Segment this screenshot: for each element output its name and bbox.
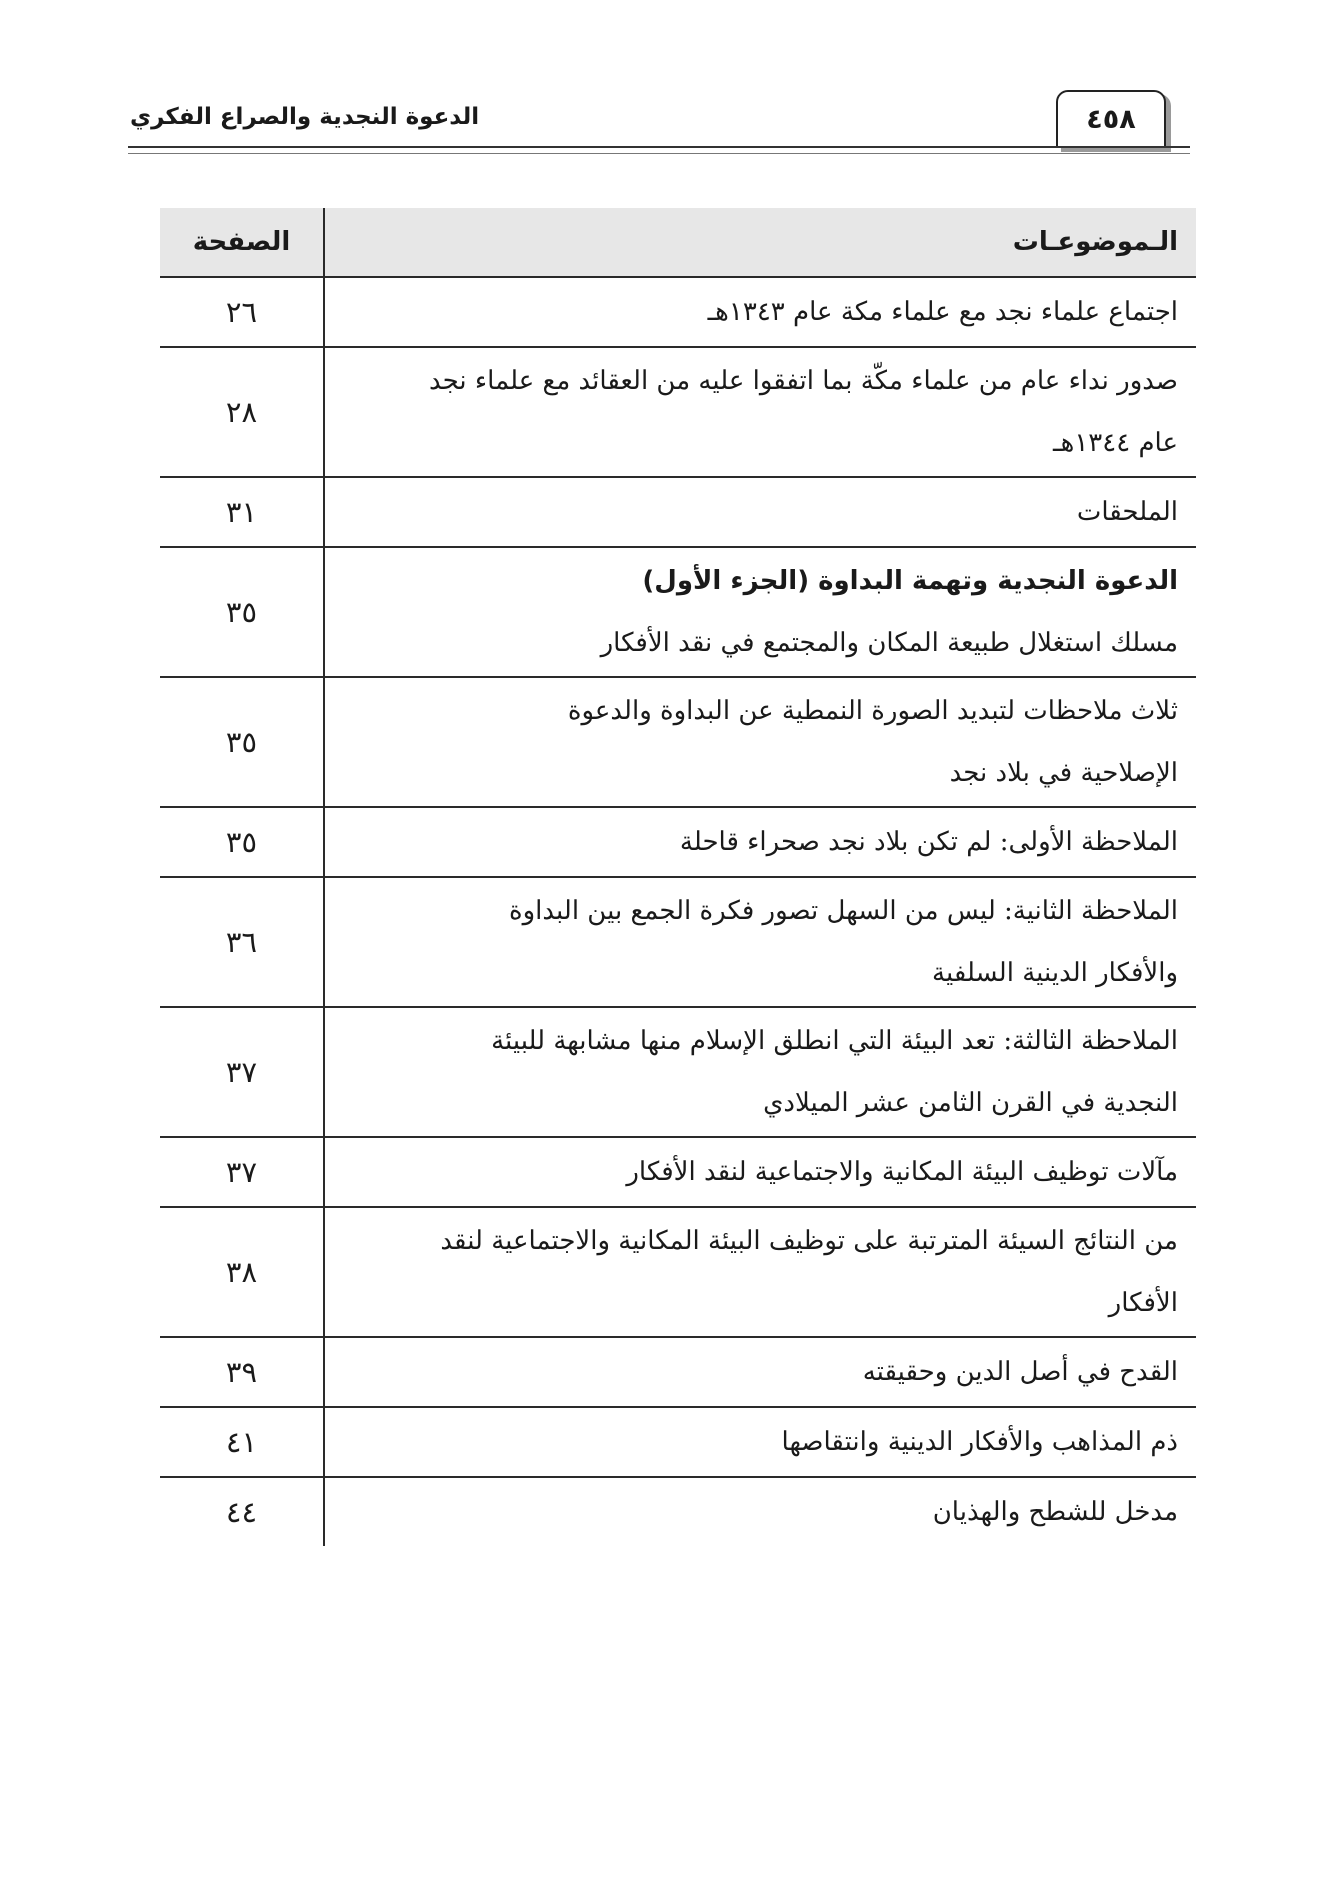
page-number: ٤٥٨ bbox=[1086, 103, 1136, 135]
topic-cell bbox=[325, 1008, 1196, 1136]
topic-line: الملاحظة الثالثة: تعد البيئة التي انطلق الإسلام منها مشابهة للبيئة bbox=[491, 1026, 1178, 1056]
table-row[interactable] bbox=[160, 278, 1196, 348]
topic-line: الدعوة النجدية وتهمة البداوة (الجزء الأول) bbox=[642, 566, 1178, 596]
topic-line: ذم المذاهب والأفكار الدينية وانتقاصها bbox=[781, 1427, 1178, 1457]
table-row[interactable] bbox=[160, 878, 1196, 1008]
contents-table bbox=[160, 208, 1196, 1546]
topic-line: والأفكار الدينية السلفية bbox=[932, 958, 1178, 988]
topic-line: الملاحظة الأولى: لم تكن بلاد نجد صحراء قاحلة bbox=[679, 827, 1178, 857]
table-row[interactable] bbox=[160, 1338, 1196, 1408]
topic-line: النجدية في القرن الثامن عشر الميلادي bbox=[763, 1088, 1178, 1118]
running-header-title: الدعوة النجدية والصراع الفكري bbox=[130, 104, 480, 130]
topic-line: من النتائج السيئة المترتبة على توظيف البيئة المكانية والاجتماعية لنقد bbox=[440, 1226, 1178, 1256]
table-row[interactable] bbox=[160, 478, 1196, 548]
topic-line: القدح في أصل الدين وحقيقته bbox=[862, 1357, 1178, 1387]
topic-cell bbox=[325, 678, 1196, 806]
topic-cell bbox=[325, 1478, 1196, 1546]
table-row[interactable] bbox=[160, 808, 1196, 878]
topic-cell bbox=[325, 808, 1196, 876]
page-cell: ٣٥ bbox=[160, 808, 325, 876]
topic-line: صدور نداء عام من علماء مكّة بما اتفقوا عليه من العقائد مع علماء نجد bbox=[429, 366, 1178, 396]
page-cell: ٣٧ bbox=[160, 1138, 325, 1206]
column-header-topics: الـموضوعـات bbox=[1012, 227, 1178, 257]
topic-cell bbox=[325, 1408, 1196, 1476]
topic-cell bbox=[325, 478, 1196, 546]
table-row[interactable] bbox=[160, 548, 1196, 678]
page-cell: ٣٨ bbox=[160, 1208, 325, 1336]
topic-line: الملحقات bbox=[1076, 497, 1178, 527]
table-row[interactable] bbox=[160, 1408, 1196, 1478]
topic-line: مدخل للشطح والهذيان bbox=[932, 1497, 1178, 1527]
topic-line: الملاحظة الثانية: ليس من السهل تصور فكرة الجمع بين البداوة bbox=[509, 896, 1178, 926]
topic-cell bbox=[325, 278, 1196, 346]
page-cell: ٣٩ bbox=[160, 1338, 325, 1406]
table-body bbox=[160, 278, 1196, 1546]
header-rule-thin bbox=[128, 153, 1190, 154]
table-row[interactable] bbox=[160, 678, 1196, 808]
topic-cell bbox=[325, 1338, 1196, 1406]
page-cell: ٣٥ bbox=[160, 678, 325, 806]
table-row[interactable] bbox=[160, 1138, 1196, 1208]
page-cell: ٣٧ bbox=[160, 1008, 325, 1136]
table-row[interactable] bbox=[160, 348, 1196, 478]
page-cell: ٣١ bbox=[160, 478, 325, 546]
page-cell: ٢٨ bbox=[160, 348, 325, 476]
topic-cell bbox=[325, 1138, 1196, 1206]
page-cell: ٣٥ bbox=[160, 548, 325, 676]
topic-line: ثلاث ملاحظات لتبديد الصورة النمطية عن البداوة والدعوة bbox=[567, 696, 1178, 726]
table-row[interactable] bbox=[160, 1478, 1196, 1546]
topic-line: الإصلاحية في بلاد نجد bbox=[949, 758, 1178, 788]
table-row[interactable] bbox=[160, 1008, 1196, 1138]
table-row[interactable] bbox=[160, 1208, 1196, 1338]
topic-line: عام ١٣٤٤هـ bbox=[1053, 428, 1178, 458]
page-cell: ٢٦ bbox=[160, 278, 325, 346]
topic-cell bbox=[325, 548, 1196, 676]
topic-line: اجتماع علماء نجد مع علماء مكة عام ١٣٤٣هـ bbox=[707, 297, 1178, 327]
topic-cell bbox=[325, 1208, 1196, 1336]
column-header-page: الصفحة bbox=[160, 208, 325, 276]
page-cell: ٣٦ bbox=[160, 878, 325, 1006]
page-cell: ٤٤ bbox=[160, 1478, 325, 1546]
page-cell: ٤١ bbox=[160, 1408, 325, 1476]
topic-line: مسلك استغلال طبيعة المكان والمجتمع في نقد الأفكار bbox=[600, 628, 1178, 658]
topic-line: مآلات توظيف البيئة المكانية والاجتماعية لنقد الأفكار bbox=[626, 1157, 1178, 1187]
topic-cell bbox=[325, 878, 1196, 1006]
topic-cell bbox=[325, 348, 1196, 476]
page-number-box bbox=[1056, 90, 1166, 148]
table-header-row bbox=[160, 208, 1196, 278]
header-rule bbox=[128, 146, 1190, 148]
topic-line: الأفكار bbox=[1108, 1288, 1178, 1318]
